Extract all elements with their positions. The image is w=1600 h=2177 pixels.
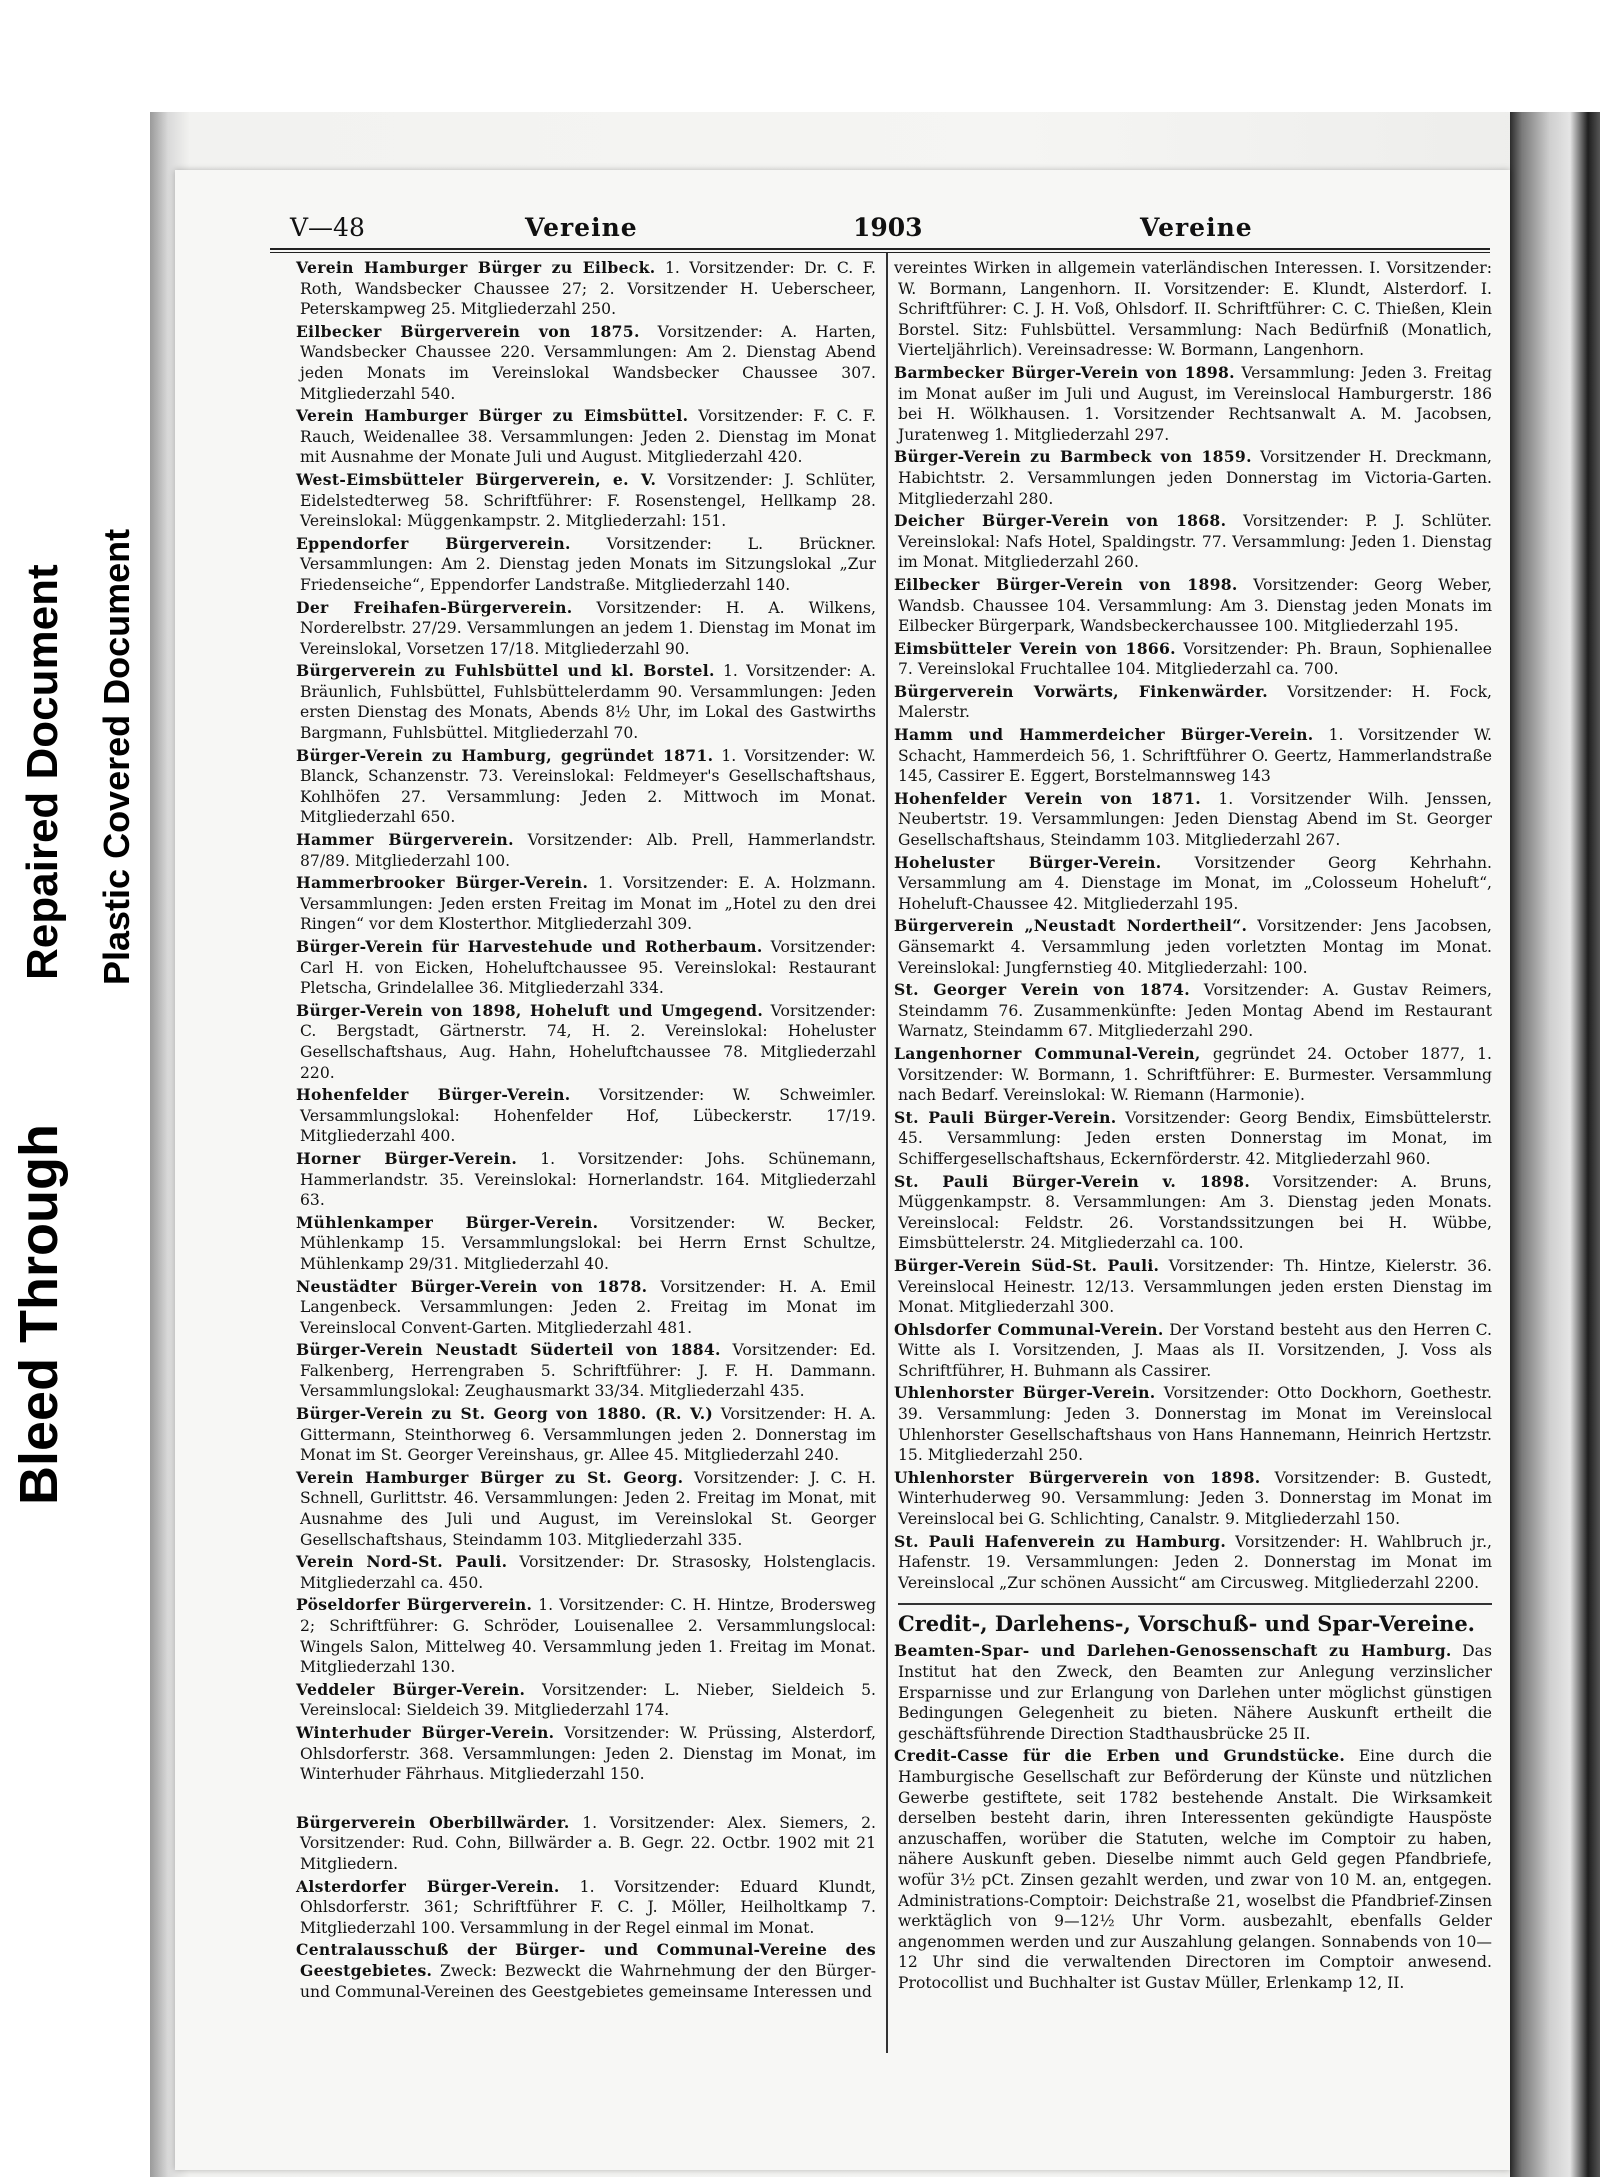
entry-name: St. Pauli Bürger-Verein v. 1898.	[894, 1171, 1251, 1191]
entry-name: Bürgerverein Vorwärts, Finkenwärder.	[894, 681, 1268, 701]
directory-entry	[296, 258, 876, 320]
entry-name: Bürger-Verein zu St. Georg von 1880. (R. V.)	[296, 1404, 714, 1424]
directory-entry	[894, 1746, 1492, 1993]
entry-name: Centralausschuß der Bürger- und Communal-Vereine des Geestgebietes.	[296, 1940, 876, 1980]
label-plastic-covered: Plastic Covered Document	[96, 528, 137, 985]
directory-entry	[296, 1276, 876, 1339]
entry-name: Uhlenhorster Bürgerverein von 1898.	[894, 1467, 1261, 1487]
section-entries	[894, 1641, 1492, 1993]
entry-name: Barmbecker Bürger-Verein von 1898.	[894, 362, 1235, 382]
entry-name: West-Eimsbütteler Bürgerverein, e. V.	[296, 469, 657, 489]
column-divider	[886, 253, 888, 2053]
label-repaired-document: Repaired Document	[18, 564, 67, 980]
directory-entry	[894, 788, 1492, 851]
directory-entry	[894, 725, 1492, 787]
directory-entry	[894, 1531, 1492, 1594]
entry-name: Langenhorner Communal-Verein,	[894, 1043, 1201, 1063]
header-rule	[270, 248, 1490, 250]
entry-text: Vorsitzender: A. Gustav Reimers, Steindamm 76. Zusammenkünfte: Jeden Montag Abend im Restaurant Warnatz, Steindamm 67. Mitgliederzahl 290.	[898, 981, 1492, 1041]
directory-entry	[894, 362, 1492, 445]
entry-name: St. Georger Verein von 1874.	[894, 980, 1190, 1000]
entry-name: Der Freihafen-Bürgerverein.	[296, 597, 573, 617]
header-rule-thin	[270, 252, 1490, 253]
label-bleed-through: Bleed Through	[9, 1124, 69, 1505]
entry-text: Vorsitzender: H. A. Gittermann, Steinthorweg 6. Versammlungen jeden 2. Donnerstag im Monat im St. Georger Vereinshaus, gr. Allee 45. Mitgliederzahl 240.	[300, 1405, 876, 1465]
directory-entry	[894, 1043, 1492, 1106]
entry-text: Vorsitzender: Georg Bendix, Eimsbüttelerstr. 45. Versammlung: Jeden ersten Donnerstag im Monat, im Schiffergesellschaftshaus, Eckernförderstr. 42. Mitgliederzahl 960.	[898, 1108, 1493, 1168]
directory-entry	[296, 469, 876, 532]
entry-text: Vorsitzender: Otto Dockhorn, Goethestr. 39. Versammlung: Jeden 3. Donnerstag im Monat im Vereinslocal Uhlenhorster Gesellschaftshaus von Hans Hannemann, Heinrich Hertzstr. 15. Mitgliederzahl 250.	[898, 1384, 1492, 1465]
directory-entry	[296, 830, 876, 871]
directory-entry	[894, 1383, 1492, 1465]
directory-entry	[296, 1085, 876, 1147]
directory-entry	[296, 745, 876, 828]
directory-entry	[894, 916, 1492, 978]
directory-entry	[894, 1467, 1493, 1530]
directory-entry	[894, 447, 1492, 509]
entry-text: Vorsitzender: Dr. Strasosky, Holstenglacis. Mitgliederzahl ca. 450.	[300, 1553, 876, 1592]
entry-text: 1. Vorsitzender: Dr. C. F. Roth, Wandsbecker Chaussee 27; 2. Vorsitzender H. Ueberscheer, Peterskampweg 25. Mitgliederzahl 250.	[300, 259, 876, 319]
entry-text: Eine durch die Hamburgische Gesellschaft zur Beförderung der Künste und nützlichen Gewerbe gestiftete, seit 1782 bestehende Anstalt. Die Wirksamkeit derselben besteht darin, ihren Interessenten gekündigte Hauspöste anzuschaffen, worüber die Statuten, welche im Comptoir zu haben, nähere Auskunft geben. Dieselbe nimmt auch Geld gegen Pfandbriefe, wofür 3½ pCt. Zinsen gezahlt werden, und zwar von 10 M. an, entgegen. Administrations-Comptoir: Deichstraße 21, woselbst die Pfandbrief-Zinsen werktäglich von 9—12½ Uhr Vorm. ausbezahlt, ebenfalls Gelder angenommen werden und zur Auszahlung gelangen. Sonnabends von 10—12 Uhr sind die verwaltenden Directoren im Comptoir anwesend. Protocollist und Buchhalter ist Gustav Müller, Erlenkamp 12, II.	[898, 1747, 1492, 1992]
entry-text: Vorsitzender: Ph. Braun, Sophienallee 7. Vereinslokal Fruchtallee 104. Mitgliederzahl ca. 700.	[898, 639, 1492, 679]
directory-entry	[296, 661, 876, 743]
entry-name: Bürger-Verein Neustadt Süderteil von 1884.	[296, 1340, 721, 1360]
entry-text: 1. Vorsitzender: A. Bräunlich, Fuhlsbüttel, Fuhlsbüttelerdamm 90. Versammlungen: Jeden ersten Dienstag des Monats, Abends 8½ Uhr, im Lokal des Gastwirths Bargmann, Fuhlsbüttel. Mitgliederzahl 70.	[300, 662, 876, 743]
entry-name: Bürgerverein zu Fuhlsbüttel und kl. Borstel.	[296, 661, 715, 681]
directory-entry	[296, 1722, 876, 1785]
entry-name: Bürger-Verein von 1898, Hoheluft und Umgegend.	[296, 1000, 764, 1020]
directory-entry	[894, 1255, 1492, 1318]
directory-entry	[296, 1876, 876, 1939]
entry-gap	[300, 1787, 876, 1813]
entry-text: Vorsitzender: P. J. Schlüter. Vereinslokal: Nafs Hotel, Spaldingstr. 77. Versammlung: Jeden 1. Dienstag im Monat. Mitgliederzahl 260.	[898, 512, 1492, 572]
entry-text: Vorsitzender: H. Wahlbruch jr., Hafenstr. 19. Versammlungen: Jeden 2. Donnerstag im Monat im Vereinslocal „Zur schönen Aussicht“ am Circusweg. Mitgliederzahl 2200.	[898, 1532, 1492, 1592]
entry-name: St. Pauli Bürger-Verein.	[894, 1107, 1117, 1127]
page-header	[290, 213, 1490, 249]
entry-text: Vorsitzender: B. Gustedt, Winterhuderweg 90. Versammlung: Jeden 3. Donnerstag im Monat im Vereinslocal bei G. Schlichting, Canalstr. 9. Mitgliederzahl 150.	[898, 1468, 1493, 1529]
directory-entry	[894, 638, 1492, 680]
entry-text: Der Vorstand besteht aus den Herren C. Witte als I. Vorsitzenden, J. Maas als II. Vorsitzenden, J. Voss als Schriftführer, H. Buhmann als Cassirer.	[898, 1320, 1492, 1380]
entry-text: Vorsitzender: Jens Jacobsen, Gänsemarkt 4. Versammlung jeden vorletzten Montag im Monat. Vereinslokal: Jungfernstieg 40. Mitgliederzahl: 100.	[898, 917, 1492, 977]
entry-text: Vorsitzender: W. Prüssing, Alsterdorf, Ohlsdorferstr. 368. Versammlungen: Jeden 2. Dienstag im Monat, im Winterhuder Fährhaus. Mitgliederzahl 150.	[300, 1723, 876, 1784]
entry-name: Bürgerverein „Neustadt Nordertheil“.	[894, 916, 1248, 936]
entry-name: Hoheluster Bürger-Verein.	[894, 852, 1162, 872]
directory-entry	[296, 321, 876, 404]
entry-name: Mühlenkamper Bürger-Verein.	[296, 1212, 599, 1232]
directory-entry	[296, 533, 876, 596]
directory-entry	[296, 1404, 876, 1466]
entry-name: Eilbecker Bürger-Verein von 1898.	[894, 574, 1238, 594]
entry-text: Vorsitzender: H. A. Emil Langenbeck. Versammlungen: Jeden 2. Freitag im Monat im Vereinslocal Convent-Garten. Mitgliederzahl 481.	[300, 1277, 876, 1337]
entry-text: Vorsitzender: Carl H. von Eicken, Hoheluftchaussee 95. Vereinslokal: Restaurant Pletscha, Grindelallee 36. Mitgliederzahl 334.	[300, 938, 876, 998]
entry-text: Das Institut hat den Zweck, den Beamten zur Anlegung verzinslicher Ersparnisse und zur Erlangung von Darlehen unter möglichst günstigen Bedingungen Gelegenheit zu bieten. Nähere Auskunft ertheilt die geschäftsführende Direction Stadthausbrücke 25 II.	[898, 1642, 1492, 1743]
entry-text: Vorsitzender: Ed. Falkenberg, Herrengraben 5. Schriftführer: J. F. H. Dammann. Versammlungslokal: Zeughausmarkt 33/34. Mitgliederzahl 435.	[300, 1341, 877, 1401]
entry-text: Vorsitzender: J. C. H. Schnell, Gurlittstr. 46. Versammlungen: Jeden 2. Freitag im Monat, mit Ausnahme des Juli und August, im Vereinslokal St. Georger Gesellschaftshaus, Steindamm 103. Mitgliederzahl 335.	[300, 1468, 876, 1549]
directory-entry	[296, 406, 876, 468]
entry-name: Deicher Bürger-Verein von 1868.	[894, 511, 1227, 531]
header-left-title: Vereine	[525, 213, 638, 242]
right-entries	[894, 258, 1493, 1593]
entry-text: Vorsitzender: Georg Weber, Wandsb. Chaussee 104. Versammlung: Am 3. Dienstag jeden Monats im Eilbecker Bürgerpark, Wandsbeckerchaussee 100. Mitgliederzahl 195.	[898, 575, 1492, 636]
entry-text: Vorsitzender: W. Becker, Mühlenkamp 15. Versammlungslokal: bei Herrn Ernst Schultze, Mühlenkamp 29/31. Mitgliederzahl 40.	[300, 1213, 876, 1273]
entry-name: Neustädter Bürger-Verein von 1878.	[296, 1276, 648, 1296]
entry-name: Beamten-Spar- und Darlehen-Genossenschaft zu Hamburg.	[894, 1641, 1452, 1661]
right-column	[894, 258, 1493, 1996]
entry-name: Bürger-Verein Süd-St. Pauli.	[894, 1255, 1160, 1275]
binding-edge	[1510, 112, 1600, 2177]
entry-text: Vorsitzender: L. Nieber, Sieldeich 5. Vereinslocal: Sieldeich 39. Mitgliederzahl 174.	[300, 1680, 876, 1720]
entry-text: Vorsitzender: L. Brückner. Versammlungen: Am 2. Dienstag jeden Monats im Sitzungslokal „Zur Friedenseiche“, Eppendorfer Landstraße. Mitgliederzahl 140.	[300, 534, 876, 594]
entry-name: Verein Hamburger Bürger zu St. Georg.	[296, 1467, 684, 1487]
directory-entry	[894, 574, 1492, 637]
entry-name: Verein Nord-St. Pauli.	[296, 1552, 508, 1572]
entry-name: Winterhuder Bürger-Verein.	[296, 1722, 555, 1742]
entry-text: gegründet 24. October 1877, 1. Vorsitzender: W. Bormann, 1. Schriftführer: E. Burmester. Versammlung nach Bedarf. Vereinslokal: W. Riemann (Harmonie).	[898, 1044, 1492, 1105]
directory-entry	[296, 1000, 876, 1083]
directory-entry	[296, 937, 876, 999]
entry-name: Bürger-Verein zu Barmbeck von 1859.	[894, 447, 1252, 467]
entry-text: 1. Vorsitzender: Alex. Siemers, 2. Vorsitzender: Rud. Cohn, Billwärder a. B. Gegr. 22. Octbr. 1902 mit 21 Mitgliedern.	[300, 1813, 876, 1873]
entry-name: Horner Bürger-Verein.	[296, 1148, 518, 1168]
directory-entry	[296, 1340, 877, 1402]
entry-name: Uhlenhorster Bürger-Verein.	[894, 1383, 1156, 1403]
entry-name: Verein Hamburger Bürger zu Eilbeck.	[296, 258, 656, 277]
page-number: V—48	[290, 213, 365, 242]
entry-text: Vorsitzender: J. Schlüter, Eidelstedterweg 58. Schriftführer: F. Rosenstengel, Hellkamp 28. Vereinslokal: Müggenkampstr. 2. Mitgliederzahl: 151.	[300, 470, 876, 531]
entry-text: Vorsitzender: F. C. F. Rauch, Weidenallee 38. Versammlungen: Jeden 2. Dienstag im Monat mit Ausnahme der Monate Juli und August. Mitgliederzahl 420.	[300, 407, 876, 467]
entry-text: Zweck: Bezweckt die Wahrnehmung der den Bürger- und Communal-Vereinen des Geestgebietes gemeinsame Interessen und	[300, 1961, 876, 2001]
entry-name: Hohenfelder Bürger-Verein.	[296, 1085, 571, 1105]
directory-entry	[894, 1171, 1492, 1254]
entry-name: Alsterdorfer Bürger-Verein.	[296, 1876, 560, 1896]
entry-name: Verein Hamburger Bürger zu Eimsbüttel.	[296, 406, 689, 426]
entry-name: Bürger-Verein zu Hamburg, gegründet 1871.	[296, 745, 714, 765]
entry-text: 1. Vorsitzender: Eduard Klundt, Ohlsdorferstr. 361; Schriftführer F. C. J. Möller, Heilholtkamp 7. Mitgliederzahl 100. Versammlung in der Regel einmal im Monat.	[300, 1877, 876, 1937]
entry-text: Vorsitzender H. Dreckmann, Habichtstr. 2. Versammlungen jeden Donnerstag im Victoria-Garten. Mitgliederzahl 280.	[898, 448, 1492, 508]
section-title: Credit-, Darlehens-, Vorschuß- und Spar-Vereine.	[898, 1603, 1492, 1637]
directory-entry	[894, 852, 1492, 915]
entry-name: Bürger-Verein für Harvestehude und Rotherbaum.	[296, 937, 763, 956]
directory-entry	[296, 597, 876, 660]
entry-name: Eimsbütteler Verein von 1866.	[894, 638, 1176, 658]
entry-text: Vorsitzender: Alb. Prell, Hammerlandstr. 87/89. Mitgliederzahl 100.	[300, 831, 876, 870]
entry-text: Vorsitzender: C. Bergstadt, Gärtnerstr. 74, H. 2. Vereinslokal: Hoheluster Gesellschaftshaus, Aug. Hahn, Hoheluftchaussee 78. Mitgliederzahl 220.	[300, 1001, 876, 1082]
directory-entry	[296, 873, 876, 935]
directory-entry	[894, 1641, 1492, 1744]
entry-text: Vorsitzender: Th. Hintze, Kielerstr. 36. Vereinslocal Heinestr. 12/13. Versammlungen jeden ersten Dienstag im Monat. Mitgliederzahl 300.	[898, 1256, 1492, 1317]
entry-name: Veddeler Bürger-Verein.	[296, 1679, 526, 1699]
directory-entry	[296, 1595, 876, 1677]
entry-name: Hamm und Hammerdeicher Bürger-Verein.	[894, 725, 1314, 745]
entry-name: Hammerbrooker Bürger-Verein.	[296, 873, 589, 893]
directory-entry	[296, 1212, 876, 1275]
entry-text: 1. Vorsitzender Wilh. Jenssen, Neubertstr. 19. Versammlungen: Jeden Dienstag Abend im St. Georger Gesellschaftshaus, Steindamm 103. Mitgliederzahl 267.	[898, 789, 1492, 850]
entry-name: Hohenfelder Verein von 1871.	[894, 788, 1201, 808]
directory-entry	[894, 681, 1492, 723]
directory-entry	[296, 1148, 876, 1211]
entry-text: 1. Vorsitzender W. Schacht, Hammerdeich 56, 1. Schriftführer O. Geertz, Hammerlandstraße 145, Cassirer E. Eggert, Borstelmannsweg 143	[898, 726, 1492, 786]
directory-entry	[894, 1319, 1492, 1382]
entry-text: Vorsitzender: A. Harten, Wandsbecker Chaussee 220. Versammlungen: Am 2. Dienstag Abend jeden Monats im Vereinslokal Wandsbecker Chaussee 307. Mitgliederzahl 540.	[300, 322, 876, 403]
entry-name: Ohlsdorfer Communal-Verein.	[894, 1319, 1164, 1339]
entry-name: Hammer Bürgerverein.	[296, 830, 514, 850]
entry-text: Vorsitzender: W. Schweimler. Versammlungslokal: Hohenfelder Hof, Lübeckerstr. 17/19. Mitgliederzahl 400.	[300, 1086, 876, 1146]
header-year: 1903	[853, 213, 923, 242]
entry-name: St. Pauli Hafenverein zu Hamburg.	[894, 1531, 1227, 1551]
directory-entry	[894, 258, 1492, 361]
entry-text: Vorsitzender Georg Kehrhahn. Versammlung am 4. Dienstage im Monat, im „Colosseum Hoheluft“, Hoheluft-Chaussee 42. Mitgliederzahl 195.	[898, 853, 1492, 913]
entry-text: Vorsitzender: H. Fock, Malerstr.	[898, 682, 1492, 722]
entry-name: Eilbecker Bürgerverein von 1875.	[296, 321, 640, 341]
directory-entry	[296, 1940, 876, 2002]
directory-entry	[296, 1679, 876, 1721]
entry-name: Eppendorfer Bürgerverein.	[296, 533, 571, 553]
entry-text: 1. Vorsitzender: W. Blanck, Schanzenstr. 73. Vereinslokal: Feldmeyer's Gesellschaftshaus, Kohlhöfen 27. Versammlung: Jeden 2. Mittwoch im Monat. Mitgliederzahl 650.	[300, 746, 876, 827]
entry-text: 1. Vorsitzender: C. H. Hintze, Brodersweg 2; Schriftführer: G. Schröder, Louisenallee 2. Versammlungslocal: Wingels Salon, Mittelweg 40. Versammlung jeden 1. Freitag im Monat. Mitgliederzahl 130.	[300, 1596, 876, 1677]
entry-name: Credit-Casse für die Erben und Grundstücke.	[894, 1746, 1346, 1766]
directory-entry	[296, 1812, 876, 1875]
directory-entry	[894, 511, 1492, 573]
entry-text: Versammlung: Jeden 3. Freitag im Monat außer im Juli und August, im Vereinslocal Hamburgerstr. 186 bei H. Wölkhausen. 1. Vorsitzender Rechtsanwalt A. M. Jacobsen, Juratenweg 1. Mitgliederzahl 297.	[898, 363, 1492, 444]
entry-text: 1. Vorsitzender: E. A. Holzmann. Versammlungen: Jeden ersten Freitag im Monat im „Hotel zu den drei Ringen“ vor dem Klosterthor. Mitgliederzahl 309.	[300, 874, 876, 934]
header-right-title: Vereine	[1140, 213, 1253, 242]
entry-name: Pöseldorfer Bürgerverein.	[296, 1595, 533, 1615]
directory-entry	[296, 1552, 876, 1593]
entry-name: Bürgerverein Oberbillwärder.	[296, 1812, 570, 1832]
entry-text: Vorsitzender: A. Bruns, Müggenkampstr. 8. Versammlungen: Am 3. Dienstag jeden Monats. Vereinslocal: Feldstr. 26. Vorstandssitzungen bei H. Wübbe, Eimsbüttelerstr. 24. Mitgliederzahl ca. 100.	[898, 1172, 1492, 1253]
entry-text: Vorsitzender: H. A. Wilkens, Norderelbstr. 27/29. Versammlungen an jedem 1. Dienstag im Monat im Vereinslokal, Vorsetzen 17/18. Mitgliederzahl 90.	[300, 598, 876, 658]
entry-text: 1. Vorsitzender: Johs. Schünemann, Hammerlandstr. 35. Vereinslokal: Hornerlandstr. 164. Mitgliederzahl 63.	[300, 1149, 876, 1210]
entry-text: vereintes Wirken in allgemein vaterländischen Interessen. I. Vorsitzender: W. Bormann, Langenhorn. II. Vorsitzender: E. Klundt, Alsterdorf. I. Schriftführer: C. J. H. Voß, Ohlsdorf. II. Schriftführer: C. C. Thießen, Klein Borstel. Sitz: Fuhlsbüttel. Versammlung: Nach Bedürfniß (Monatlich, Vierteljährlich). Vereinsadresse: W. Bormann, Langenhorn.	[894, 259, 1492, 360]
left-column	[296, 258, 877, 2004]
directory-entry	[894, 1107, 1493, 1170]
directory-entry	[296, 1467, 876, 1550]
directory-entry	[894, 980, 1492, 1042]
